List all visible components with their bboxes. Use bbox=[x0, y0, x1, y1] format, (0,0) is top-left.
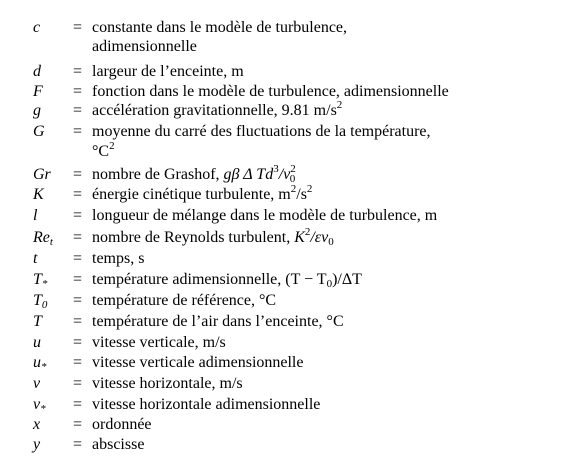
exponent: 2 bbox=[109, 140, 115, 152]
formula-exponent: 2 bbox=[304, 226, 311, 238]
equals-sign: = bbox=[73, 63, 83, 80]
symbol: u bbox=[33, 334, 41, 351]
formula-subscript: 0 bbox=[289, 173, 296, 185]
definition: largeur de l’enceinte, m bbox=[92, 63, 244, 80]
exponent-2: 2 bbox=[306, 183, 313, 195]
equals-sign: = bbox=[73, 396, 83, 413]
definition: longueur de mélange dans le modèle de turbulence, m bbox=[92, 207, 438, 224]
equals-sign: = bbox=[73, 83, 83, 100]
symbol: Gr bbox=[33, 166, 51, 183]
definition: constante dans le modèle de turbulence, bbox=[92, 19, 348, 36]
symbol: G bbox=[33, 123, 45, 140]
symbol: T bbox=[33, 313, 42, 330]
equals-sign: = bbox=[73, 123, 83, 140]
equals-sign: = bbox=[73, 229, 83, 246]
equals-sign: = bbox=[73, 207, 83, 224]
definition-tail: /s bbox=[296, 186, 307, 203]
subscript: 0 bbox=[326, 278, 333, 290]
symbol: l bbox=[33, 207, 38, 224]
symbol-subscript: t bbox=[49, 236, 53, 248]
equals-sign: = bbox=[73, 292, 83, 309]
equals-sign: = bbox=[73, 416, 83, 433]
symbol bbox=[33, 395, 46, 415]
definition-text: énergie cinétique turbulente, m bbox=[92, 186, 291, 203]
definition-text: nombre de Grashof, bbox=[92, 166, 224, 183]
symbol bbox=[33, 291, 47, 311]
symbol-base: T bbox=[33, 271, 42, 288]
symbol: c bbox=[33, 19, 41, 36]
formula-exponent-2: 2 bbox=[290, 163, 296, 175]
definition-tail: )/ΔT bbox=[332, 271, 362, 288]
definition bbox=[92, 165, 295, 185]
definition: moyenne du carré des fluctuations de la température, bbox=[92, 123, 431, 140]
symbol bbox=[33, 270, 47, 290]
definition: fonction dans le modèle de turbulence, adimensionnelle bbox=[92, 83, 449, 100]
equals-sign: = bbox=[73, 166, 83, 183]
definition: ordonnée bbox=[92, 416, 152, 433]
symbol: y bbox=[33, 436, 41, 453]
formula-subscript: 0 bbox=[328, 236, 334, 248]
formula-exponent: 3 bbox=[273, 163, 279, 175]
equals-sign: = bbox=[73, 271, 83, 288]
formula-mid: /εν bbox=[310, 229, 329, 246]
definition bbox=[92, 228, 334, 248]
symbol bbox=[33, 228, 53, 248]
formula-main: K bbox=[294, 229, 305, 246]
equals-sign: = bbox=[73, 102, 83, 119]
continuation-text: °C bbox=[92, 143, 110, 160]
symbol-base: v bbox=[33, 396, 41, 413]
equals-sign: = bbox=[73, 250, 83, 267]
symbol bbox=[33, 353, 47, 373]
symbol-base: u bbox=[33, 354, 41, 371]
symbol: d bbox=[33, 63, 41, 80]
symbol: F bbox=[33, 83, 43, 100]
symbol: g bbox=[33, 102, 41, 119]
symbol: K bbox=[33, 186, 44, 203]
definition bbox=[92, 101, 342, 121]
definition-continuation bbox=[92, 142, 115, 162]
equals-sign: = bbox=[73, 19, 83, 36]
definition: vitesse verticale adimensionnelle bbox=[92, 354, 304, 371]
definition-text: nombre de Reynolds turbulent, bbox=[92, 229, 295, 246]
symbol-base: Re bbox=[33, 229, 50, 246]
equals-sign: = bbox=[73, 186, 83, 203]
definition: température de référence, °C bbox=[92, 292, 277, 309]
definition: vitesse horizontale adimensionnelle bbox=[92, 396, 321, 413]
symbol-base: T bbox=[33, 292, 42, 309]
equals-sign: = bbox=[73, 354, 83, 371]
symbol-subscript: * bbox=[41, 278, 48, 290]
equals-sign: = bbox=[73, 375, 83, 392]
exponent: 2 bbox=[336, 99, 343, 111]
symbol-subscript: 0 bbox=[41, 299, 48, 311]
symbol-subscript: * bbox=[41, 361, 47, 373]
definition: vitesse horizontale, m/s bbox=[92, 375, 243, 392]
equals-sign: = bbox=[73, 313, 83, 330]
definition-text: accélération gravitationnelle, 9.81 m/s bbox=[92, 102, 337, 119]
equals-sign: = bbox=[73, 334, 83, 351]
equals-sign: = bbox=[73, 436, 83, 453]
definition: abscisse bbox=[92, 436, 145, 453]
definition: vitesse verticale, m/s bbox=[92, 334, 226, 351]
definition: temps, s bbox=[92, 250, 145, 267]
symbol: x bbox=[33, 416, 41, 433]
definition-continuation: adimensionnelle bbox=[92, 38, 197, 55]
formula-main: gβ Δ Td bbox=[223, 166, 274, 183]
symbol: t bbox=[33, 250, 38, 267]
definition bbox=[92, 270, 362, 290]
definition bbox=[92, 185, 312, 205]
formula-mid: /ν bbox=[278, 166, 291, 183]
symbol-subscript: * bbox=[40, 403, 46, 415]
definition-text: température adimensionnelle, (T − T bbox=[92, 271, 327, 288]
exponent: 2 bbox=[290, 183, 297, 195]
symbol: v bbox=[33, 375, 41, 392]
definition: température de l’air dans l’enceinte, °C bbox=[92, 313, 344, 330]
